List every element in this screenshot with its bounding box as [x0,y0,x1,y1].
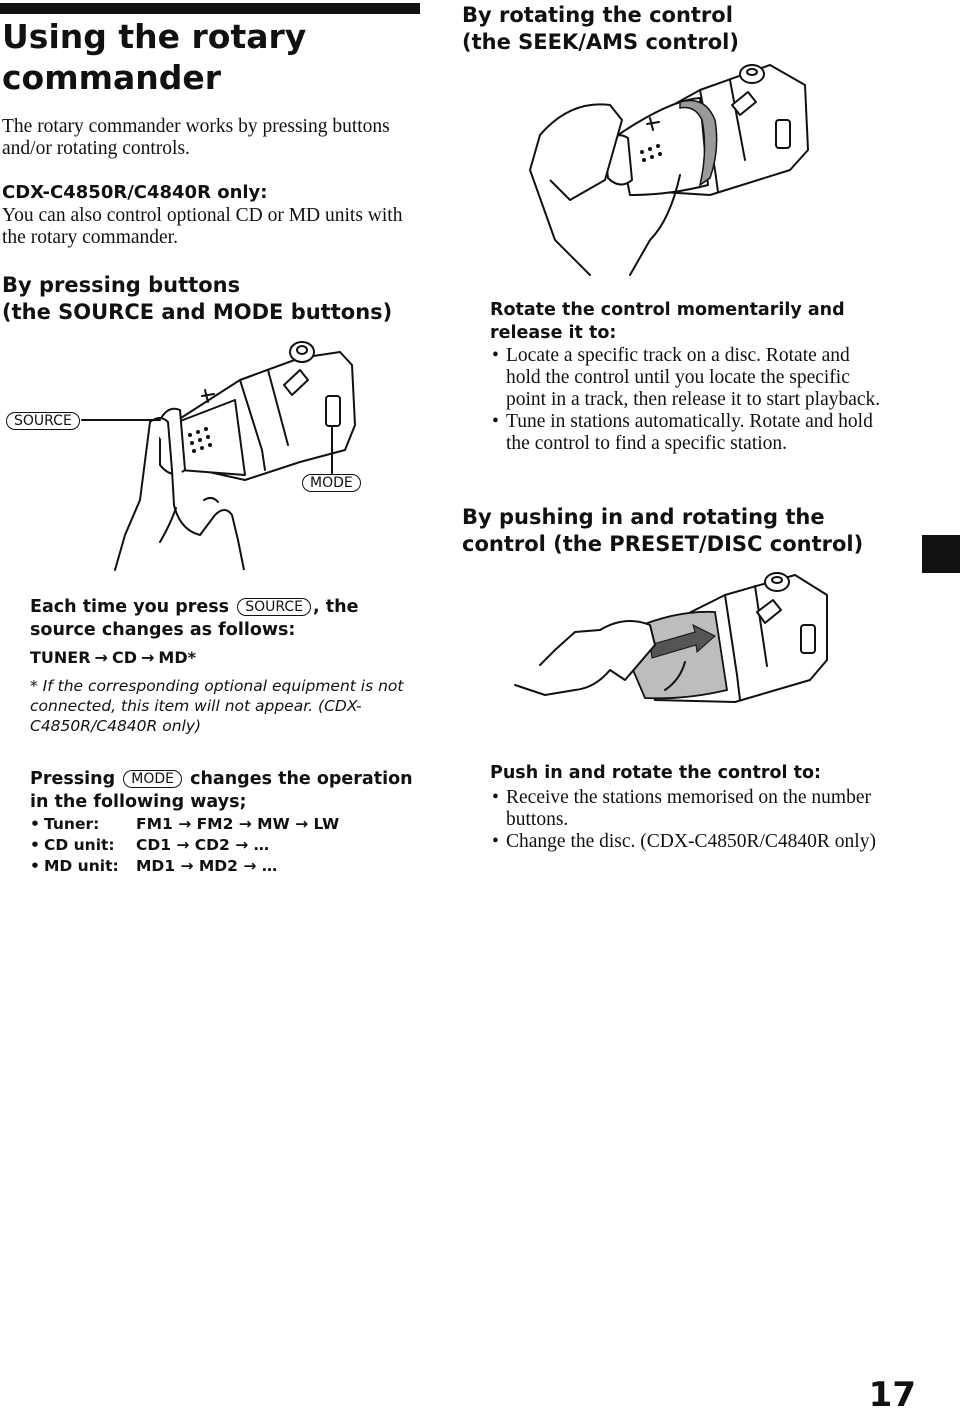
header-bar [0,3,420,14]
section-tab-marker [922,535,960,573]
pushing-heading-line1: By pushing in and rotating the [462,505,825,529]
pressing-heading-line1: By pressing buttons [2,273,241,297]
each-time-text [30,596,358,642]
push-bullet: • Receive the stations memorised on the number buttons. [492,787,887,831]
sequence-cd: CD [111,648,137,667]
each-time-pre: Each time you press [30,597,230,617]
arrow-right-icon: → [140,648,155,667]
pressing-heading [2,272,392,326]
pressing-pre: Pressing [30,769,116,789]
mode-item-tuner: • Tuner: FM1 → FM2 → MW → LW [30,814,339,835]
sequence-tuner: TUNER [30,648,91,667]
page-title: Using the rotary commander [2,17,307,97]
source-key-inline: SOURCE [237,598,311,616]
rotate-bullet: • Locate a specific track on a disc. Rotate and hold the control until you locate the specific point in a track, then release it to start playback. [492,345,887,411]
pressing-heading-line2: (the SOURCE and MODE buttons) [2,300,393,324]
push-instruction: Push in and rotate the control to: [490,763,821,783]
source-callout-label: SOURCE [6,412,80,430]
mode-list [30,814,339,877]
pushing-control-illustration [515,570,835,750]
push-bullet: • Change the disc. (CDX-C4850R/C4840R only) [492,831,887,853]
mode-key-inline: MODE [123,770,182,788]
intro-text: The rotary commander works by pressing buttons and/or rotating controls. [2,116,390,159]
rotate-instruction: Rotate the control momentarily and release it to: [490,300,845,343]
rotate-bullet: • Tune in stations automatically. Rotate and hold the control to find a specific station. [492,411,887,455]
pushing-heading-line2: control (the PRESET/DISC control) [462,532,864,556]
sequence-md: MD* [158,648,196,667]
pressing-buttons-illustration [0,330,430,575]
page-number: 17 [868,1375,916,1415]
pressing-post: changes the operation [190,769,413,789]
cd-note-heading: CDX-C4850R/C4840R only: [2,182,268,203]
each-time-post: , the [313,597,359,617]
rotating-heading [462,2,739,56]
rotating-control-illustration [530,60,830,275]
pressing-line2: in the following ways; [30,792,247,812]
push-bullets [492,787,887,853]
pressing-mode-text [30,768,413,814]
footnote: * If the corresponding optional equipment is not connected, this item will not appear. (CDX-C4850R/C4840R only) [30,677,404,735]
cd-note-body: You can also control optional CD or MD units with the rotary commander. [2,205,403,248]
mode-item-cd: • CD unit: CD1 → CD2 → … [30,835,339,856]
rotating-heading-line1: By rotating the control [462,3,733,27]
pushing-heading [462,504,863,558]
mode-callout-label: MODE [302,474,361,492]
each-time-line2: source changes as follows: [30,620,296,640]
rotating-heading-line2: (the SEEK/AMS control) [462,30,739,54]
source-sequence [30,648,196,667]
mode-item-md: • MD unit: MD1 → MD2 → … [30,856,339,877]
arrow-right-icon: → [94,648,108,667]
rotate-bullets [492,345,887,455]
